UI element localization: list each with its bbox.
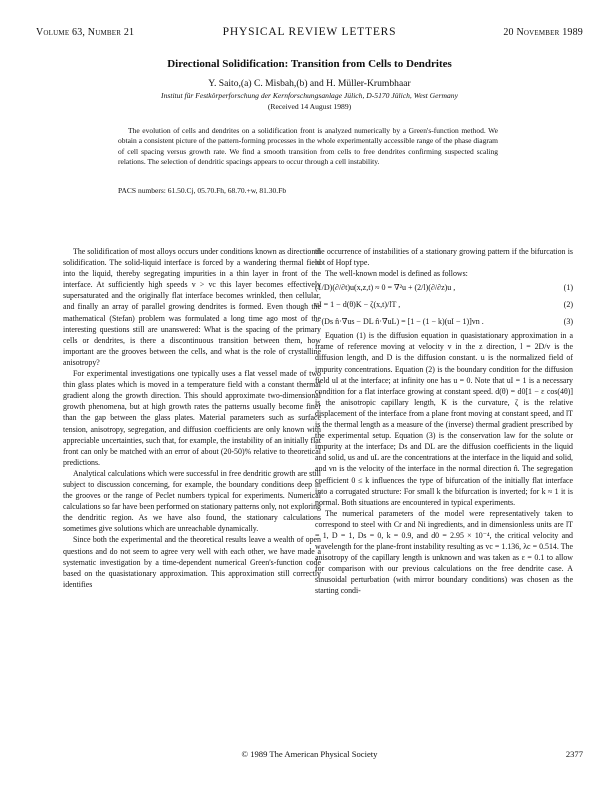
page-footer xyxy=(36,749,583,763)
right-column xyxy=(315,246,573,597)
article-title: Directional Solidification: Transition from Cells to Dendrites xyxy=(167,58,452,70)
equation-number: (3) xyxy=(563,317,573,327)
copyright-notice: © 1989 The American Physical Society xyxy=(241,749,378,759)
equation-expression: − (Ds n̂·∇us − DL n̂·∇uL) = [1 − (1 − k)(uI − 1)]vn . xyxy=(315,317,484,327)
running-head xyxy=(36,27,583,41)
affiliation: Institut für Festkörperforschung der Kernforschungsanlage Jülich, D-5170 Jülich, West Germany xyxy=(161,91,458,100)
equation-expression: uI = 1 − d(θ)K − ζ(x,t)/lT , xyxy=(315,300,401,310)
pacs-numbers: PACS numbers: 61.50.Cj, 05.70.Fh, 68.70.+w, 81.30.Fb xyxy=(118,186,287,195)
paragraph: the occurrence of instabilities of a stationary growing pattern if the bifurcation is not of Hopf type. xyxy=(315,247,573,268)
received-date: (Received 14 August 1989) xyxy=(267,102,352,111)
equation-number: (1) xyxy=(563,283,573,293)
page-number: 2377 xyxy=(565,749,583,759)
paragraph: Analytical calculations which were successful in free dendritic growth are still subject to discussion concerning, for example, the boundary conditions deep in the grooves or the range of Peclet numbers typical for experiments. Numerical calculations so far have been performed on stationary patterns only, not exploring the dendritic region. As we have also found, the stationary calculations sometimes give solutions which are unreachable dynamically. xyxy=(63,468,321,534)
equation-expression: (1/D)(∂/∂t)u(x,z,t) ≈ 0 = ∇²u + (2/l)(∂/∂z)u , xyxy=(315,283,456,293)
paragraph: For experimental investigations one typically uses a flat vessel made of two thin glass plates which is moved in a temperature field with a constant thermal gradient along the growth direction. This should approximate two-dimensional growth phenomena, but at high growth rates the patterns usually become finer than the gap between the glass plates. Material parameters such as surface tension, anisotropy, segregation, and diffusion coefficients are only known with appreciable uncertainties, such that, for example, the instability of an initially flat front can only be matched with an error of about (20-50)% relative to theoretical predictions. xyxy=(63,369,321,467)
paragraph: The well-known model is defined as follows: xyxy=(325,269,468,279)
equation-3 xyxy=(315,313,573,330)
paragraph: Since both the experimental and the theoretical results leave a wealth of open questions and do not seem to agree very well with each other, we have made a systematic investigation by a time-dependent numerical Green's-function code based on the quasistationary approximation. This approximation still correctly identifies xyxy=(63,535,321,589)
equation-2 xyxy=(315,296,573,313)
volume-issue: Volume 63, Number 21 xyxy=(36,27,135,38)
equation-1 xyxy=(315,279,573,296)
abstract: The evolution of cells and dendrites on a solidification front is analyzed numerically by a Green's-function method. We obtain a consistent picture of the pattern-forming processes in the whole experimentally accessible range of the phase diagram of cell spacing versus growth rate. We find a smooth transition from cells to free dendrites confirming suspected scaling relations. The selection of dendritic spacings appears to occur through a cell instability. xyxy=(118,126,498,166)
paragraph: Equation (1) is the diffusion equation in quasistationary approximation in a frame of reference moving at velocity v in the z direction, l = 2D/v is the diffusion length, and D is the diffusion constant. u is the normalized field of impurity concentrations. Equation (2) is the boundary condition for the diffusion field uI at the interface; at infinity one has u = 0. Note that uI = 1 is a necessary condition for a flat interface growing at constant speed. d(θ) = d0[1 − ε cos(4θ)] is the anisotropic capillary length, K is the curvature, ζ is the relative displacement of the interface from a plane front moving at constant speed, and lT is the thermal length as a measure of the (inverse) thermal gradient prescribed by the experimental setup. Equation (3) is the conservation law for the solute or impurity at the interface; Ds and DL are the diffusion coefficients in the liquid and solid, us and uL are the concentrations at the interface in the liquid and solid, and vn is the velocity of the interface in the normal direction n̂. The segregation coefficient 0 ≤ k influences the type of bifurcation of the initially flat interface into a corrugated structure: For small k the bifurcation is inverted; for k ≈ 1 it is normal. Both situations are encountered in typical experiments. xyxy=(315,331,573,507)
equation-number: (2) xyxy=(563,300,573,310)
journal-name: PHYSICAL REVIEW LETTERS xyxy=(222,26,397,38)
paragraph: The numerical parameters of the model were representatively taken to correspond to steel with Cr and Ni ingredients, and in dimensionless units are lT = 1, D = 1, Ds = 0, k = 0.9, and d0 = 2.95 × 10⁻⁴, the critical velocity and wavelength for the plane-front instability resulting as vc = 1.136, λc = 0.514. The anisotropy of the capillary length is unknown and was taken as ε = 0.1 to allow for comparison with our previous calculations on the free dendrite case. A sinusoidal perturbation (with mirror boundary conditions) was chosen as the starting condi- xyxy=(315,508,573,596)
paragraph: The solidification of most alloys occurs under conditions known as directional solidification. The solid-liquid interface is forced by a wandering thermal field into the liquid, thereby segregating impurities in a thin layer in front of the interface. At sufficiently high speeds v > vc this layer becomes effectively supersaturated and the originally flat interface becomes wrinkled, then cellular, and finally an array of parallel growing dendrites is formed. Even though the mathematical (Stefan) problem was formulated a long time ago most of the interesting questions still are unanswered: What is the spacing of the primary cells or dendrites, is there a discontinuous transition between them, how important are the grooves between the cells, and what is the role of crystalline anisotropy? xyxy=(63,247,321,367)
left-column xyxy=(63,246,321,590)
issue-date: 20 November 1989 xyxy=(503,27,583,38)
author-list: Y. Saito,(a) C. Misbah,(b) and H. Müller-Krumbhaar xyxy=(208,78,411,89)
